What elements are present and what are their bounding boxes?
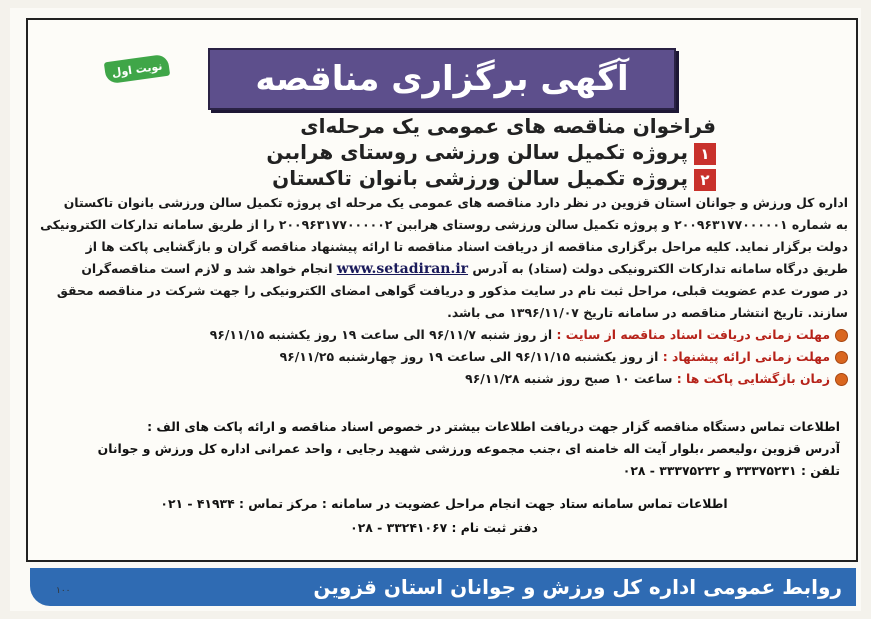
title-banner [208, 48, 676, 110]
deadline-row [40, 368, 848, 390]
body-line: سازند. تاریخ انتشار مناقصه در سامانه تاریخ ۱۳۹۶/۱۱/۰۷ می باشد. [447, 305, 848, 320]
registration-office: دفتر ثبت نام : ۳۳۲۴۱۰۶۷ - ۰۲۸ [350, 520, 538, 535]
deadline-row [40, 346, 848, 368]
body-line: اداره کل ورزش و جوانان استان قزوین در نظر دارد مناقصه های عمومی یک مرحله ای پروژه تکمیل سالن ورزشی بانوان تاکستان [63, 195, 848, 210]
deadline-label: مهلت زمانی ارائه پیشنهاد : [662, 349, 830, 364]
project-1 [266, 140, 716, 165]
body-line-site [40, 258, 848, 280]
project-title: پروژه تکمیل سالن ورزشی بانوان تاکستان [272, 166, 688, 190]
page-number: ۱۰۰ [56, 586, 71, 596]
deadline-value: از روز یکشنبه ۹۶/۱۱/۱۵ الی ساعت ۱۹ روز چهارشنبه ۹۶/۱۱/۲۵ [279, 349, 659, 364]
newspaper-page [10, 8, 861, 611]
contact-heading: اطلاعات تماس دستگاه مناقصه گزار جهت دریافت اطلاعات بیشتر در خصوص اسناد مناقصه و ارائه پاکت های الف : [147, 419, 840, 434]
first-publication-badge: نوبت اول [104, 54, 170, 85]
site-line-before: طریق درگاه سامانه تدارکات الکترونیکی دولت (ستاد) به آدرس [472, 261, 848, 276]
tender-subtitle: فراخوان مناقصه های عمومی یک مرحله‌ای [300, 114, 716, 138]
bullet-icon [835, 373, 848, 386]
footer-text: روابط عمومی اداره کل ورزش و جوانان استان قزوین [313, 575, 842, 599]
body-line: در صورت عدم عضویت قبلی، مراحل ثبت نام در سایت مذکور و دریافت گواهی امضای الکترونیکی را جهت شرکت در مناقصه محقق [56, 283, 848, 298]
bullet-icon [835, 329, 848, 342]
setad-link[interactable]: www.setadiran.ir [336, 261, 469, 277]
phone: تلفن : ۳۳۳۷۵۲۳۱ و ۳۳۳۷۵۲۳۲ - ۰۲۸ [622, 463, 840, 478]
project-title: پروژه تکمیل سالن ورزشی روستای هراببن [266, 140, 688, 164]
deadline-value: از روز شنبه ۹۶/۱۱/۷ الی ساعت ۱۹ روز یکشنبه ۹۶/۱۱/۱۵ [209, 327, 553, 342]
page-title: آگهی برگزاری مناقصه [255, 59, 629, 99]
footer-banner [30, 568, 856, 606]
project-number: ۲ [694, 169, 716, 191]
contact-section [40, 416, 840, 482]
deadline-value: ساعت ۱۰ صبح روز شنبه ۹۶/۱۱/۲۸ [465, 371, 673, 386]
project-2 [272, 166, 716, 191]
deadline-label: زمان بازگشایی پاکت ها : [676, 371, 830, 386]
setad-contact: اطلاعات تماس سامانه ستاد جهت انجام مراحل عضویت در سامانه : مرکز تماس : ۴۱۹۳۴ - ۰۲۱ [160, 496, 728, 511]
body-line: به شماره ۲۰۰۹۶۳۱۷۷۰۰۰۰۰۱ و پروژه تکمیل سالن ورزشی روستای هراببن ۲۰۰۹۶۳۱۷۷۰۰۰۰۰۲ را از طریق سامانه تدارکات الکترونیکی [40, 217, 848, 232]
deadline-label: مهلت زمانی دریافت اسناد مناقصه از سایت : [556, 327, 830, 342]
body-line: دولت برگزار نماید. کلیه مراحل برگزاری مناقصه از دریافت اسناد مناقصه تا ارائه پیشنهاد مناقصه گران و بازگشایی پاکت ها از [85, 239, 848, 254]
site-line-after: انجام خواهد شد و لازم است مناقصه‌گران [81, 261, 333, 276]
announcement-body [40, 192, 848, 390]
address: آدرس قزوین ،ولیعصر ،بلوار آیت اله خامنه ای ،جنب مجموعه ورزشی شهید رجایی ، واحد عمرانی اداره کل ورزش و جوانان [97, 441, 840, 456]
bullet-icon [835, 351, 848, 364]
project-number: ۱ [694, 143, 716, 165]
deadline-row [40, 324, 848, 346]
